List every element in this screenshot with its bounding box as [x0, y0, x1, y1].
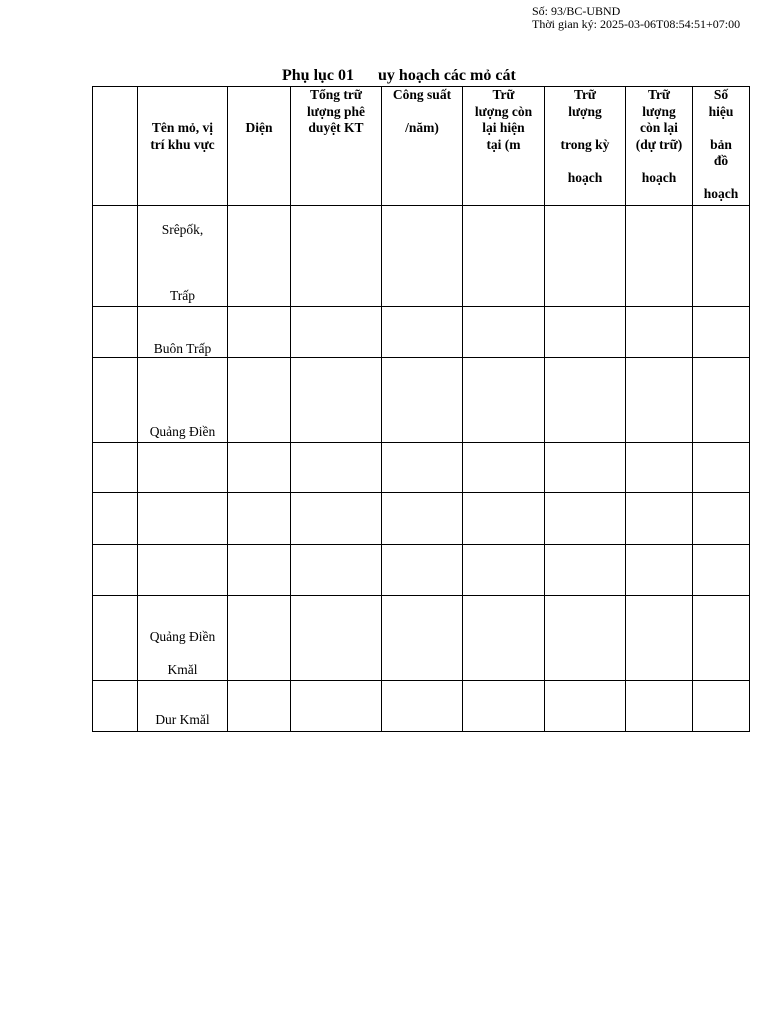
- table-row: [93, 206, 750, 307]
- mine-name-cell: Dur Kmăl: [138, 681, 228, 732]
- mine-name-cell: Srêpốk, Trấp: [138, 206, 228, 307]
- table-row: [93, 545, 750, 596]
- mine-name-cell: [138, 493, 228, 545]
- header-stt: [93, 87, 138, 206]
- header-name-location: Tên mỏ, vị trí khu vực: [138, 87, 228, 206]
- table-row: [93, 681, 750, 732]
- mine-name-cell: [138, 443, 228, 493]
- signed-timestamp: Thời gian ký: 2025-03-06T08:54:51+07:00: [532, 17, 741, 31]
- table-row: [93, 443, 750, 493]
- mine-name-cell: Quảng Điền: [138, 358, 228, 443]
- mine-name-cell: [138, 545, 228, 596]
- mine-name-cell: Buôn Trấp: [138, 307, 228, 358]
- table-row: [93, 596, 750, 681]
- table-row: [93, 493, 750, 545]
- document-meta: [532, 5, 740, 31]
- header-approved-reserve: Tổng trữ lượng phê duyệt KT: [291, 87, 382, 206]
- document-number: Số: 93/BC-UBND: [532, 4, 621, 18]
- header-planned-reserve: Trữ lượng trong kỳ hoạch: [545, 87, 626, 206]
- table-header-row: [93, 87, 750, 206]
- header-map-number: Số hiệu bản đồ hoạch: [693, 87, 750, 206]
- header-remaining-reserve: Trữ lượng còn lại hiện tại (m: [463, 87, 545, 206]
- page-title: Phụ lục 01 uy hoạch các mỏ cát: [282, 67, 516, 84]
- header-area: Diện: [228, 87, 291, 206]
- table-row: [93, 358, 750, 443]
- header-reserve-left: Trữ lượng còn lại (dự trữ) hoạch: [626, 87, 693, 206]
- mine-name-cell: Quảng Điền Kmăl: [138, 596, 228, 681]
- table-row: [93, 307, 750, 358]
- header-capacity: Công suất /năm): [382, 87, 463, 206]
- mines-table: [92, 86, 750, 732]
